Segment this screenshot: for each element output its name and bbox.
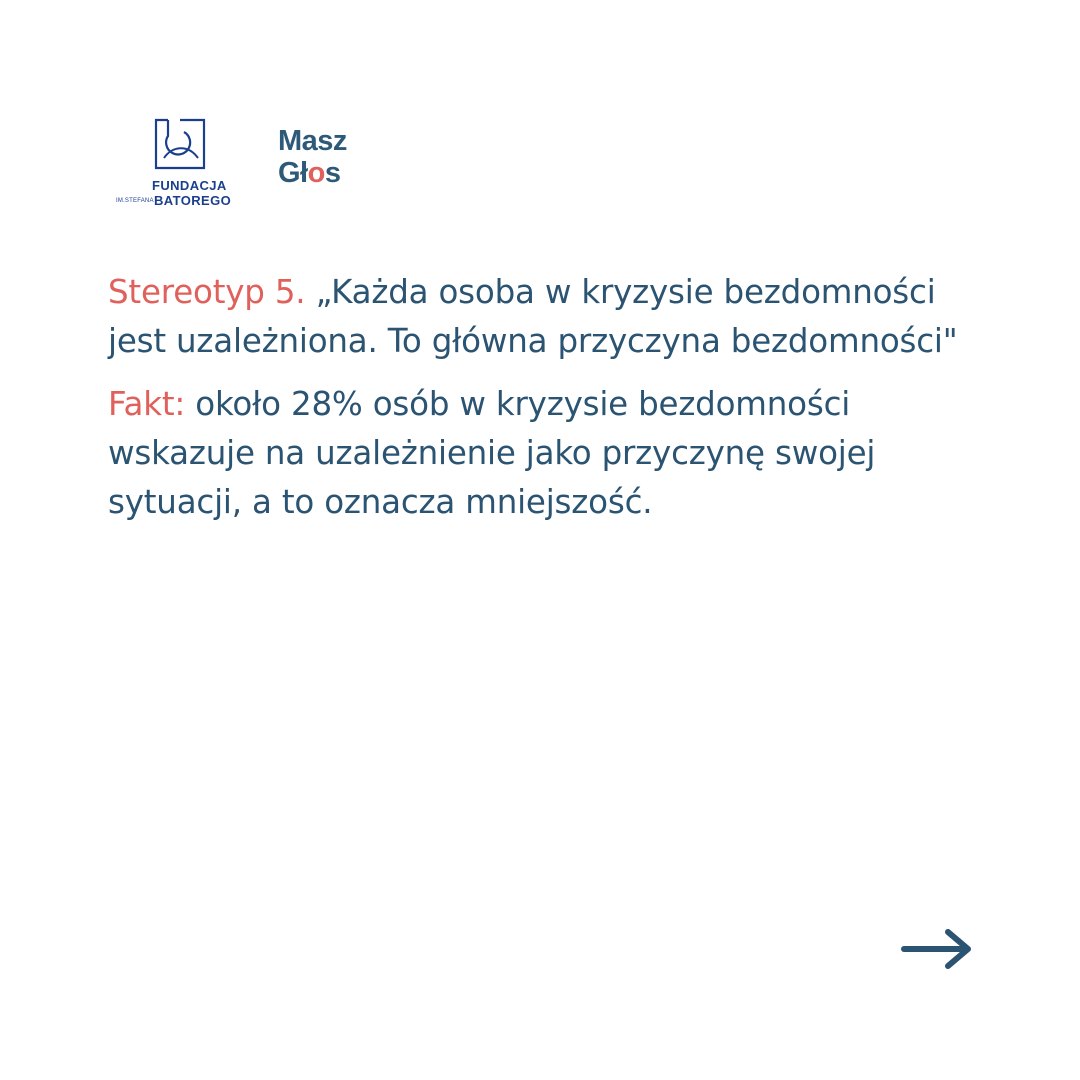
- stereotype-text: „Każda osoba w kryzysie bezdomności jest uzależniona. To główna przyczyna bezdomności": [108, 273, 958, 360]
- glos-end: s: [324, 157, 341, 189]
- fact-text: około 28% osób w kryzysie bezdomności wskazuje na uzależnienie jako przyczynę swojej sytuacji, a to oznacza mniejszość.: [108, 385, 876, 521]
- fact-paragraph: [108, 380, 988, 527]
- fundacja-prefix: IM.STEFANA: [116, 198, 154, 204]
- fundacja-batorego-logo: [116, 118, 240, 214]
- masz-glos-logo: [278, 126, 378, 196]
- fundacja-mark-icon: [154, 118, 206, 170]
- fundacja-batorego: BATOREGO: [154, 193, 232, 208]
- fact-label: Fakt:: [108, 385, 186, 423]
- speech-bubble-o: o: [307, 157, 325, 189]
- stereotype-paragraph: [108, 268, 988, 366]
- stereotype-label: Stereotyp 5.: [108, 273, 306, 311]
- glos-start: Gł: [278, 157, 308, 189]
- arrow-right-icon[interactable]: [900, 926, 976, 972]
- masz-word: Masz: [278, 125, 347, 157]
- fundacja-name: FUNDACJA: [152, 178, 227, 193]
- glos-word: [278, 158, 340, 188]
- content: [108, 268, 988, 527]
